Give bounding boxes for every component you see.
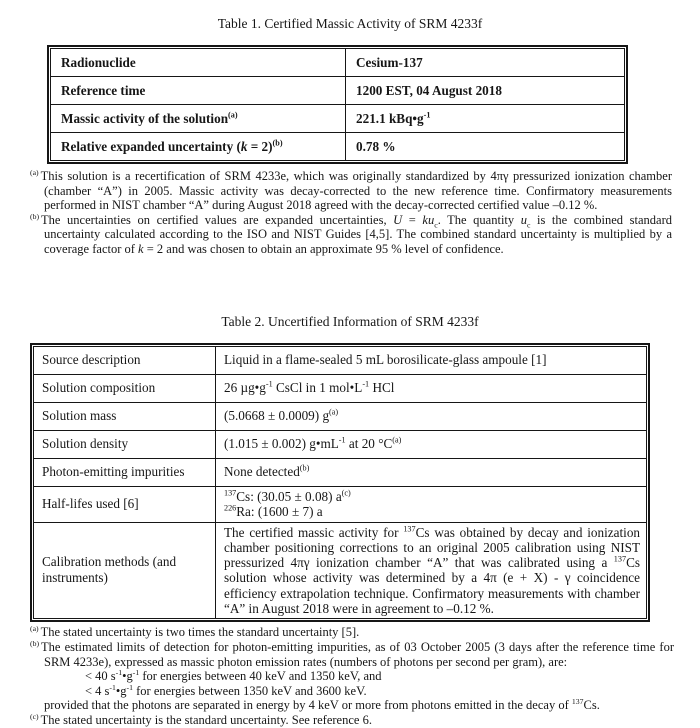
footnote-marker-b: (b)	[30, 638, 40, 648]
table2-value-solution-composition: 26 $\mu g•g^{-1}$ CsCl in 1 $mol•L^{-1}$ HCl	[216, 374, 647, 402]
table2-footnotes	[30, 625, 674, 727]
table2-value-half-lifes	[216, 486, 647, 522]
mass-number: 226	[224, 503, 237, 513]
mass-number: 137	[403, 524, 416, 534]
table2-row-source-description	[34, 346, 647, 374]
half-life-ra226: $^{226}$Ra: (1600 ± 7) a	[224, 503, 323, 520]
table2-row-impurities	[34, 458, 647, 486]
table2-footnote-c: $^{(c)}$ The stated uncertainty is the standard uncertainty. See reference 6.	[30, 711, 372, 727]
table2-label-solution-density: Solution density	[34, 430, 216, 458]
detection-limit-line-2: < 4 $s^{-1}•g^{-1}$ for energies between 1350 keV and 3600 keV.	[85, 682, 367, 698]
table1-value-radionuclide: Cesium-137	[346, 49, 625, 77]
table1-label-reference-time: Reference time	[51, 77, 346, 105]
table1-label-uncertainty: Relative expanded uncertainty (k = 2)$^{(b)}$	[51, 133, 346, 161]
footnote-marker-b: (b)	[30, 211, 40, 221]
table2-row-solution-composition	[34, 374, 647, 402]
table2-value-source-description: Liquid in a flame-sealed 5 mL borosilicate-glass ampoule [1]	[216, 346, 647, 374]
table2-row-solution-mass	[34, 402, 647, 430]
table1-value-massic-activity: 221.1 $kBq•g^{-1}$	[346, 105, 625, 133]
footnote-marker-a: (a)	[329, 407, 339, 417]
exponent: -1	[423, 110, 431, 120]
table1-value-uncertainty: 0.78 %	[346, 133, 625, 161]
table1-footnote-a: $^{(a)}$ This solution is a recertification of SRM 4233e, which was originally standardized by 4πγ pressurized ionization chamber (chamber “A”) in 2005. Massic activity was decay-corrected to the new reference time. Confirmatory measurements performed in NIST chamber “A” during August 2018 agreed with the decay-corrected certified value –0.12 %.	[30, 167, 672, 213]
exponent: -1	[362, 379, 370, 389]
exponent: -1	[265, 379, 273, 389]
exponent: -1	[115, 667, 123, 677]
footnote-marker-a: (a)	[228, 110, 238, 120]
table2-label-half-lifes: Half-lifes used [6]	[34, 486, 216, 522]
table2-label-source-description: Source description	[34, 346, 216, 374]
table2-row-calibration	[34, 522, 647, 619]
exponent: -1	[126, 682, 133, 692]
table1-footnote-b: $^{(b)}$ The uncertainties on certified values are expanded uncertainties, $U = ku_c$. The quantity $u_c$ is the combined standard uncertainty calculated according to the ISO and NIST Guides [4,5]. The combined standard uncertainty is multiplied by a coverage factor of k = 2 and was chosen to obtain an approximate 95 % level of confidence.	[30, 211, 672, 256]
table2-footnote-b: $^{(b)}$ The estimated limits of detection for photon-emitting impurities, as of 03 October 2005 (3 days after the reference time for SRM 4233e), expressed as massic photon emission rates (numbers of photons per second per gram), are: < 40 $s^{-1}•g^{-1}$ for energies between 40 keV and 1350 keV, and < 4 $s^{-1}•g^{-1}$ for energies between 1350 keV and 3600 keV. provided that the photons are separated in energy by 4 keV or more from photons emitted in the decay of $^{137}$Cs.	[30, 638, 674, 713]
mass-number: 137	[613, 554, 627, 564]
table2-row-solution-density	[34, 430, 647, 458]
table1-title: Table 1. Certified Massic Activity of SRM 4233f	[217, 16, 483, 31]
table2-footnote-a: $^{(a)}$ The stated uncertainty is two times the standard uncertainty [5].	[30, 624, 360, 640]
table2-row-half-lifes	[34, 486, 647, 522]
footnote-marker-c: (c)	[30, 711, 39, 721]
table2-label-solution-composition: Solution composition	[34, 374, 216, 402]
table2-value-solution-density: (1.015 ± 0.002) $g•mL^{-1}$ at 20 $^\circ C^{(a)}$	[216, 430, 647, 458]
mass-number: 137	[224, 488, 237, 498]
footnote-marker-a: (a)	[30, 167, 39, 177]
footnote-marker-a: (a)	[30, 624, 39, 634]
table1	[47, 45, 628, 164]
table2-label-impurities: Photon-emitting impurities	[34, 458, 216, 486]
table1-row-massic-activity	[51, 105, 625, 133]
table2-value-solution-mass: (5.0668 ± 0.0009) $g^{(a)}$	[216, 402, 647, 430]
table1-footnotes	[30, 169, 672, 257]
exponent: -1	[338, 435, 346, 445]
table1-label-radionuclide: Radionuclide	[51, 49, 346, 77]
footnote-marker-c: (c)	[341, 488, 351, 498]
table1-row-uncertainty	[51, 133, 625, 161]
proviso-line: provided that the photons are separated in energy by 4 keV or more from photons emitted in the decay of $^{137}$Cs.	[44, 697, 600, 713]
footnote-marker-a: (a)	[392, 435, 402, 445]
table2-label-solution-mass: Solution mass	[34, 402, 216, 430]
exponent: -1	[132, 667, 140, 677]
table1-value-reference-time: 1200 EST, 04 August 2018	[346, 77, 625, 105]
detection-limit-line-1: < 40 $s^{-1}•g^{-1}$ for energies between 40 keV and 1350 keV, and	[85, 667, 382, 684]
table2-value-impurities: None detected$^{(b)}$	[216, 458, 647, 486]
table1-row-radionuclide	[51, 49, 625, 77]
mass-number: 137	[571, 697, 584, 707]
table2-title: Table 2. Uncertified Information of SRM 4233f	[221, 313, 479, 329]
table2-value-calibration: The certified massic activity for $^{137}$Cs was obtained by decay and ionization chamber positioning corrections to an original 2005 calibration using NIST pressurized 4πγ ionization chamber “A” that was calibrated using a $^{137}$Cs solution whose activity was determined by a 4π (e + X) - γ coincidence efficiency extrapolation technique. Confirmatory measurements with chamber “A” in August 2018 were in agreement to –0.12 %.	[216, 522, 647, 619]
table2	[30, 343, 650, 623]
half-life-cs137: $^{137}$Cs: (30.05 ± 0.08) $a^{(c)}$	[224, 488, 351, 504]
exponent: -1	[109, 682, 116, 692]
table1-row-reference-time	[51, 77, 625, 105]
table1-label-massic-activity: Massic activity of the solution$^{(a)}$	[51, 105, 346, 133]
table2-label-calibration: Calibration methods (and instruments)	[34, 522, 216, 619]
footnote-marker-b: (b)	[299, 463, 310, 473]
footnote-marker-b: (b)	[272, 138, 283, 148]
